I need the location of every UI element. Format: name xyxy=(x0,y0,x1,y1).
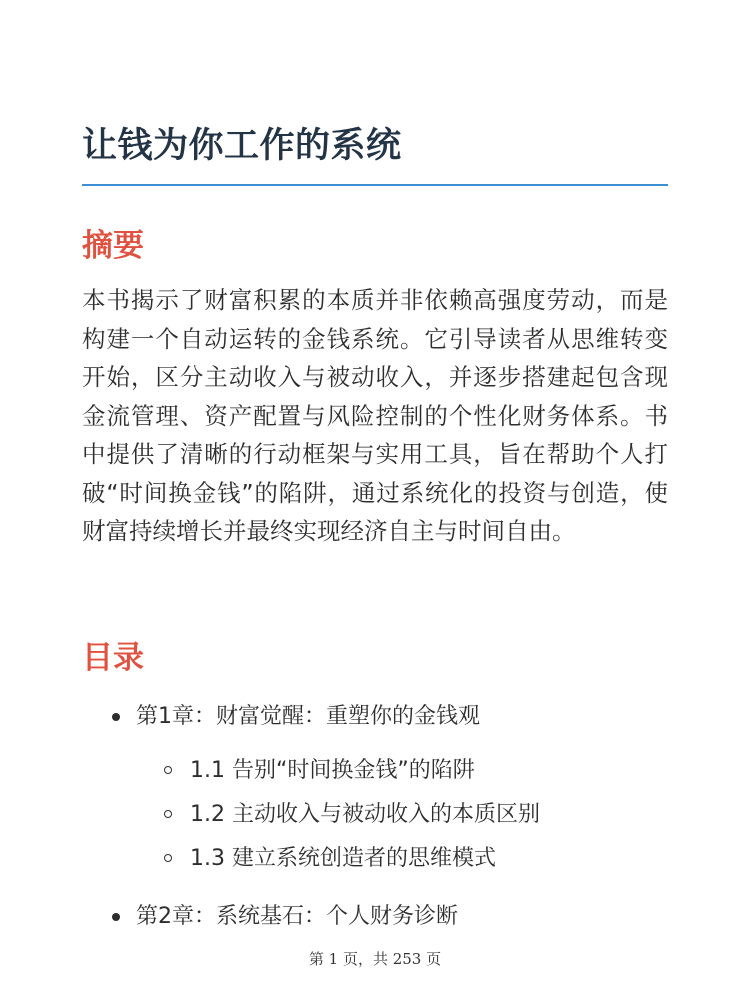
summary-heading: 摘要 xyxy=(82,228,144,264)
page-footer: 第 1 页，共 253 页 xyxy=(308,950,442,968)
circle-bullet-icon xyxy=(164,854,172,862)
title-divider xyxy=(82,184,668,186)
toc-section-1-1[interactable] xyxy=(82,754,722,788)
toc-section-1-3[interactable] xyxy=(82,842,722,876)
toc-section-label: 1.1 告别“时间换金钱”的陷阱 xyxy=(190,758,475,783)
toc-section-label: 1.3 建立系统创造者的思维模式 xyxy=(190,846,496,871)
toc-chapter-label: 第2章：系统基石：个人财务诊断 xyxy=(136,904,458,929)
toc-heading: 目录 xyxy=(82,640,144,676)
toc-section-list xyxy=(82,754,722,876)
toc-chapter-1[interactable] xyxy=(82,700,722,886)
toc-chapter-2[interactable] xyxy=(82,900,722,934)
circle-bullet-icon xyxy=(164,810,172,818)
toc-section-label: 1.2 主动收入与被动收入的本质区别 xyxy=(190,802,540,827)
bullet-icon xyxy=(112,913,120,921)
document-title: 让钱为你工作的系统 xyxy=(82,126,402,166)
bullet-icon xyxy=(112,713,120,721)
toc-section-1-2[interactable] xyxy=(82,798,722,832)
summary-paragraph: 本书揭示了财富积累的本质并非依赖高强度劳动，而是构建一个自动运转的金钱系统。它引导读者从思维转变开始，区分主动收入与被动收入，并逐步搭建起包含现金流管理、资产配置与风险控制的个性化财务体系。书中提供了清晰的行动框架与实用工具，旨在帮助个人打破“时间换金钱”的陷阱，通过系统化的投资与创造，使财富持续增长并最终实现经济自主与时间自由。 xyxy=(82,286,668,545)
circle-bullet-icon xyxy=(164,766,172,774)
toc-chapter-label: 第1章：财富觉醒：重塑你的金钱观 xyxy=(136,704,480,729)
